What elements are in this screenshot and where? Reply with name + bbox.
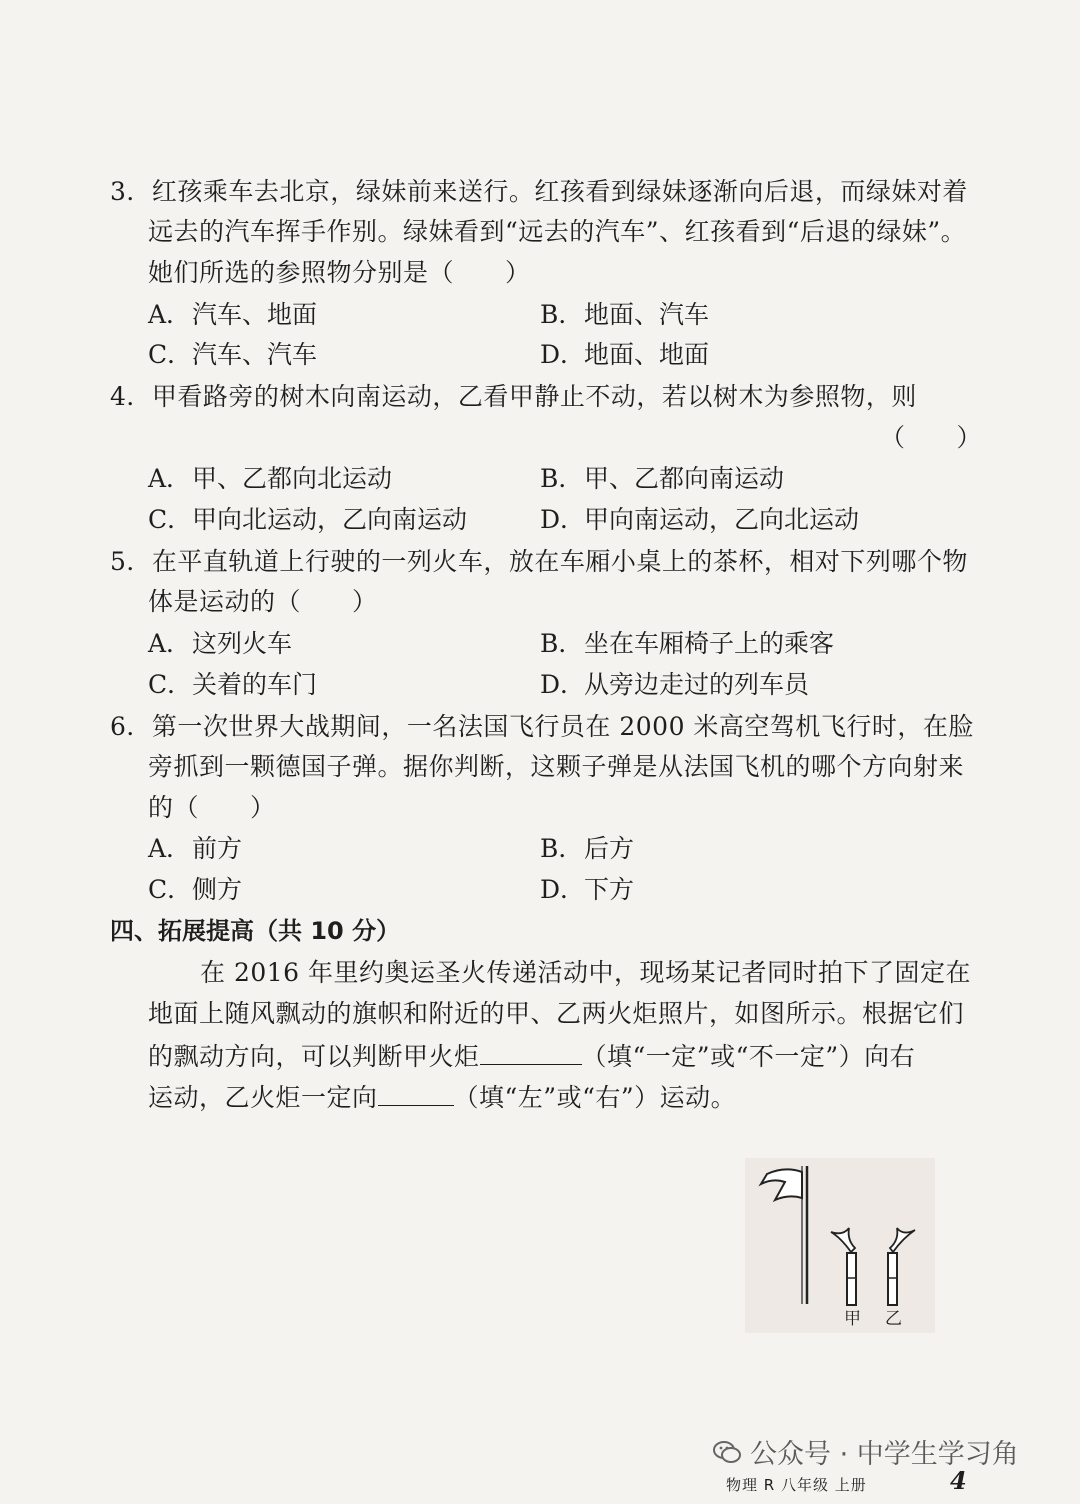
option-letter: C．: [148, 505, 193, 534]
flame-jia: [831, 1228, 855, 1252]
option-letter: A．: [148, 629, 192, 658]
s4-line-1: 在 2016 年里约奥运圣火传递活动中，现场某记者同时拍下了固定在: [200, 958, 972, 987]
q4-line-1: 4．甲看路旁的树木向南运动，乙看甲静止不动，若以树木为参照物，则: [110, 382, 917, 411]
q6-option-d: [540, 873, 634, 907]
q3-line-2: 远去的汽车挥手作别。绿妹看到“远去的汽车”、红孩看到“后退的绿妹”。: [148, 217, 967, 246]
s4-line-3-text-a: 的飘动方向，可以判断甲火炬: [148, 1042, 480, 1071]
option-text: 地面、地面: [584, 340, 710, 369]
option-text: 汽车、汽车: [192, 340, 318, 369]
option-letter: C．: [148, 340, 193, 369]
wechat-icon: [712, 1438, 742, 1466]
option-text: 后方: [584, 834, 635, 863]
answer-blank-2[interactable]: [378, 1079, 454, 1106]
option-text: 甲向南运动，乙向北运动: [584, 505, 860, 534]
label-jia: 甲: [844, 1309, 861, 1329]
q4-option-d: [540, 503, 859, 537]
page-number: 4: [950, 1466, 967, 1495]
option-text: 坐在车厢椅子上的乘客: [584, 629, 835, 658]
watermark-text: 公众号 · 中学生学习角: [750, 1439, 1019, 1470]
q3-option-d: [540, 338, 709, 372]
q4-option-c: [148, 503, 467, 537]
q6-option-a: [148, 832, 242, 866]
q5-option-c: [148, 668, 317, 702]
option-letter: B．: [540, 834, 584, 863]
option-letter: C．: [148, 875, 193, 904]
torch-jia: [847, 1253, 856, 1305]
section-heading: 四、拓展提高（共 10 分）: [110, 917, 401, 945]
q3-option-b: [540, 298, 709, 332]
option-text: 关着的车门: [192, 670, 318, 699]
torch-yi: [888, 1253, 897, 1305]
option-letter: D．: [540, 505, 586, 534]
q6-line-1: 6．第一次世界大战期间，一名法国飞行员在 2000 米高空驾机飞行时，在脸: [110, 712, 974, 741]
option-letter: A．: [148, 834, 192, 863]
option-letter: B．: [540, 300, 584, 329]
footer-book-title: 物理 R 八年级 上册: [726, 1476, 867, 1494]
option-text: 汽车、地面: [192, 300, 318, 329]
q3-option-a: [148, 298, 317, 332]
q5-option-a: [148, 627, 292, 661]
q6-line-2: 旁抓到一颗德国子弹。据你判断，这颗子弹是从法国飞机的哪个方向射来: [148, 752, 965, 781]
option-letter: A．: [148, 464, 192, 493]
q3-line-1: 3．红孩乘车去北京，绿妹前来送行。红孩看到绿妹逐渐向后退，而绿妹对着: [110, 177, 968, 206]
s4-line-3: [148, 1038, 915, 1074]
q6-option-b: [540, 832, 634, 866]
q5-option-d: [540, 668, 809, 702]
option-letter: A．: [148, 300, 192, 329]
q4-option-b: [540, 462, 784, 496]
option-letter: B．: [540, 464, 584, 493]
option-text: 前方: [192, 834, 243, 863]
s4-line-3-text-b: （填“一定”或“不一定”）向右: [581, 1042, 916, 1071]
option-text: 甲、乙都向北运动: [192, 464, 393, 493]
option-letter: D．: [540, 340, 586, 369]
option-letter: B．: [540, 629, 584, 658]
flame-yi: [890, 1228, 915, 1252]
option-letter: C．: [148, 670, 193, 699]
q5-line-2: 体是运动的（ ）: [148, 587, 378, 616]
s4-line-2: 地面上随风飘动的旗帜和附近的甲、乙两火炬照片，如图所示。根据它们: [148, 999, 965, 1028]
option-letter: D．: [540, 670, 586, 699]
q6-line-3: 的（ ）: [148, 793, 276, 822]
s4-line-4-text-b: （填“左”或“右”）运动。: [453, 1083, 737, 1112]
flag-torch-illustration: [745, 1158, 935, 1333]
flag: [761, 1169, 802, 1200]
option-text: 从旁边走过的列车员: [584, 670, 810, 699]
option-text: 甲向北运动，乙向南运动: [192, 505, 468, 534]
q3-option-c: [148, 338, 317, 372]
option-text: 下方: [584, 875, 635, 904]
q5-option-b: [540, 627, 834, 661]
q4-option-a: [148, 462, 392, 496]
s4-line-4: [148, 1079, 736, 1115]
watermark: [712, 1432, 1019, 1471]
s4-line-4-text-a: 运动，乙火炬一定向: [148, 1083, 378, 1112]
option-text: 甲、乙都向南运动: [584, 464, 785, 493]
option-text: 侧方: [192, 875, 243, 904]
option-letter: D．: [540, 875, 586, 904]
q4-line-2: （ ）: [880, 423, 983, 452]
flag-torch-figure: [745, 1158, 935, 1333]
q3-line-3: 她们所选的参照物分别是（ ）: [148, 258, 531, 287]
option-text: 地面、汽车: [584, 300, 710, 329]
option-text: 这列火车: [192, 629, 293, 658]
label-yi: 乙: [885, 1309, 902, 1329]
answer-blank-1[interactable]: [480, 1038, 582, 1065]
q5-line-1: 5．在平直轨道上行驶的一列火车，放在车厢小桌上的茶杯，相对下列哪个物: [110, 547, 968, 576]
q6-option-c: [148, 873, 242, 907]
